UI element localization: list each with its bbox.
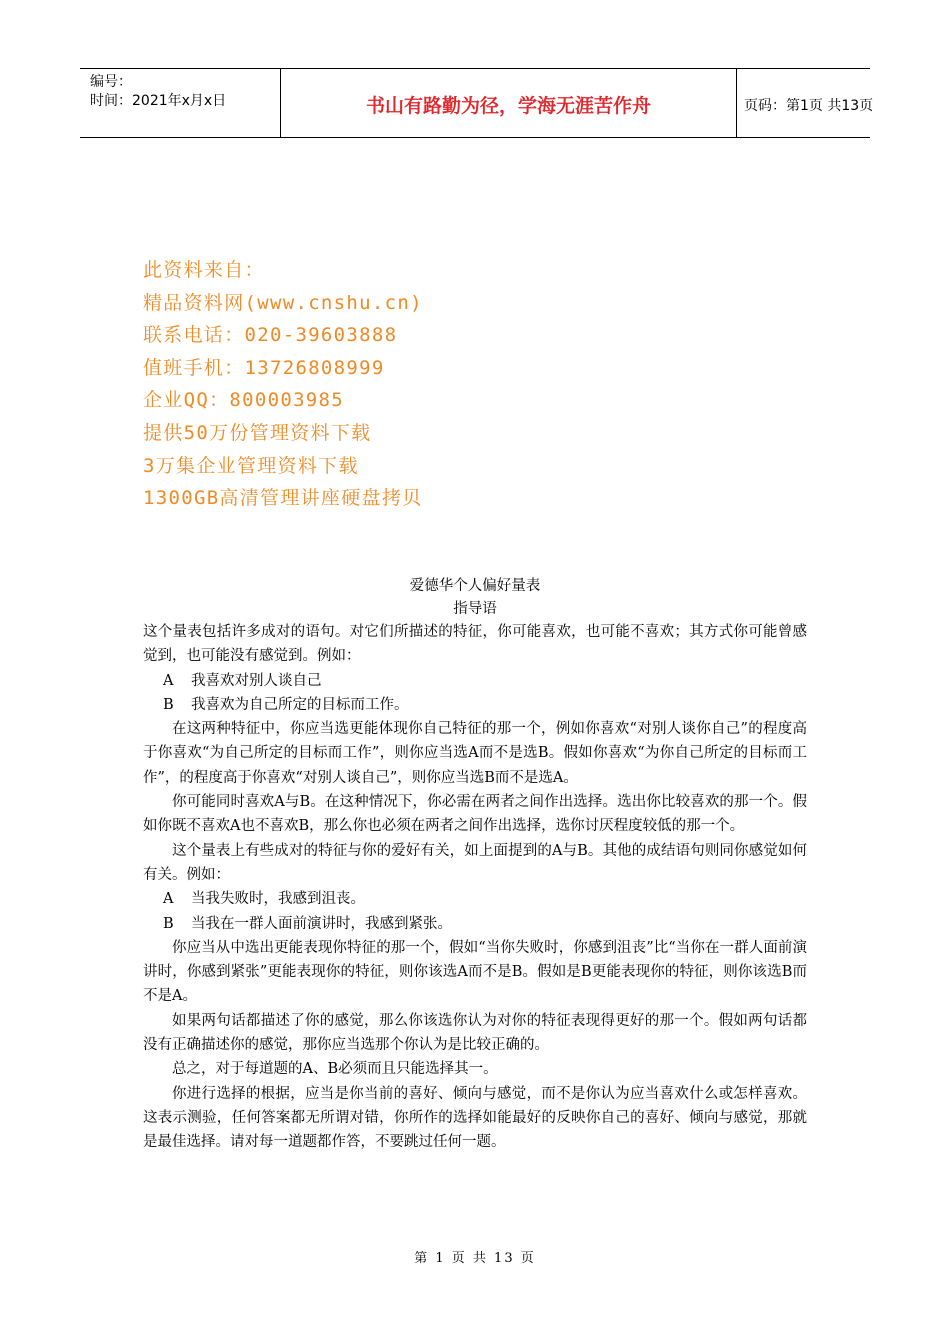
intro-paragraph: 这个量表包括许多成对的语句。对它们所描述的特征，你可能喜欢，也可能不喜欢；其方式你可能曾感觉到，也可能没有感觉到。例如： [143, 624, 807, 665]
option-text: 我喜欢为自己所定的目标而工作。 [191, 696, 409, 713]
example-option [143, 669, 807, 693]
page-code: 页码：第1页 共13页 [744, 98, 874, 114]
option-letter: A [163, 672, 174, 689]
paragraph: 这个量表上有些成对的特征与你的爱好有关，如上面提到的A与B。其他的成结语句则同你感觉如何有关。例如： [143, 842, 807, 883]
option-letter: B [163, 696, 174, 713]
ad-line: 联系电话：020-39603888 [143, 324, 398, 347]
document-body [143, 620, 807, 1155]
option-text: 我喜欢对别人谈自己 [191, 672, 322, 689]
option-text: 当我在一群人面前演讲时，我感到紧张。 [191, 915, 452, 932]
slogan: 书山有路勤为径，学海无涯苦作舟 [365, 95, 651, 117]
page-header [80, 68, 874, 138]
date-label: 时间：2021年x月x日 [90, 93, 227, 109]
page-footer: 第 1 页 共 13 页 [414, 1251, 536, 1266]
header-meta-cell [80, 69, 280, 137]
header-slogan-cell [280, 69, 737, 137]
ad-line: 此资料来自： [143, 259, 265, 281]
paragraph: 在这两种特征中，你应当选更能体现你自己特征的那一个，例如你喜欢“对别人谈你自己”的程度高于你喜欢“为自己所定的目标而工作”，则你应当选A而不是选B。假如你喜欢“为你自己所定的目标而工作”，的程度高于你喜欢“对别人谈自己”，则你应当选B而不是选A。 [143, 721, 807, 786]
paragraph: 你应当从中选出更能表现你特征的那一个，假如“当你失败时，你感到沮丧”比“当你在一群人面前演讲时，你感到紧张”更能表现你的特征，则你该选A而不是B。假如是B更能表现你的特征，则你该选B而不是A。 [143, 939, 807, 1005]
ad-line: 值班手机：13726808999 [143, 356, 385, 379]
number-label: 编号： [90, 74, 132, 90]
example-option [143, 693, 807, 717]
paragraph: 如果两句话都描述了你的感觉，那么你该选你认为对你的特征表现得更好的那一个。假如两句话都没有正确描述你的感觉，那你应当选那个你认为是比较正确的。 [143, 1012, 807, 1054]
ad-line: 提供50万份管理资料下载 [143, 421, 372, 444]
paragraph: 你进行选择的根据，应当是你当前的喜好、倾向与感觉，而不是你认为应当喜欢什么或怎样喜欢。这表示测验，任何答案都无所谓对错，你所作的选择如能最好的反映你自己的喜好、倾向与感觉，那就是最佳选择。请对每一道题都作答，不要跳过任何一题。 [143, 1085, 807, 1151]
document-subtitle: 指导语 [453, 601, 497, 617]
document-title: 爱德华个人偏好量表 [409, 578, 541, 594]
option-text: 当我失败时，我感到沮丧。 [191, 891, 365, 908]
paragraph: 总之，对于每道题的A、B必须而且只能选择其一。 [172, 1061, 498, 1078]
ad-line: 精品资料网(www.cnshu.cn) [143, 291, 423, 314]
ad-line: 1300GB高清管理讲座硬盘拷贝 [143, 487, 423, 510]
ad-line: 3万集企业管理资料下载 [143, 454, 359, 477]
header-page-cell [736, 69, 874, 137]
example-option [143, 912, 807, 936]
ad-line: 企业QQ：800003985 [143, 389, 345, 412]
paragraph: 你可能同时喜欢A与B。在这种情况下，你必需在两者之间作出选择。选出你比较喜欢的那一个。假如你既不喜欢A也不喜欢B，那么你也必须在两者之间作出选择，选你讨厌程度较低的那一个。 [143, 794, 807, 835]
option-letter: B [163, 915, 174, 932]
example-option [143, 887, 807, 911]
option-letter: A [163, 891, 174, 908]
ad-block [143, 254, 423, 515]
